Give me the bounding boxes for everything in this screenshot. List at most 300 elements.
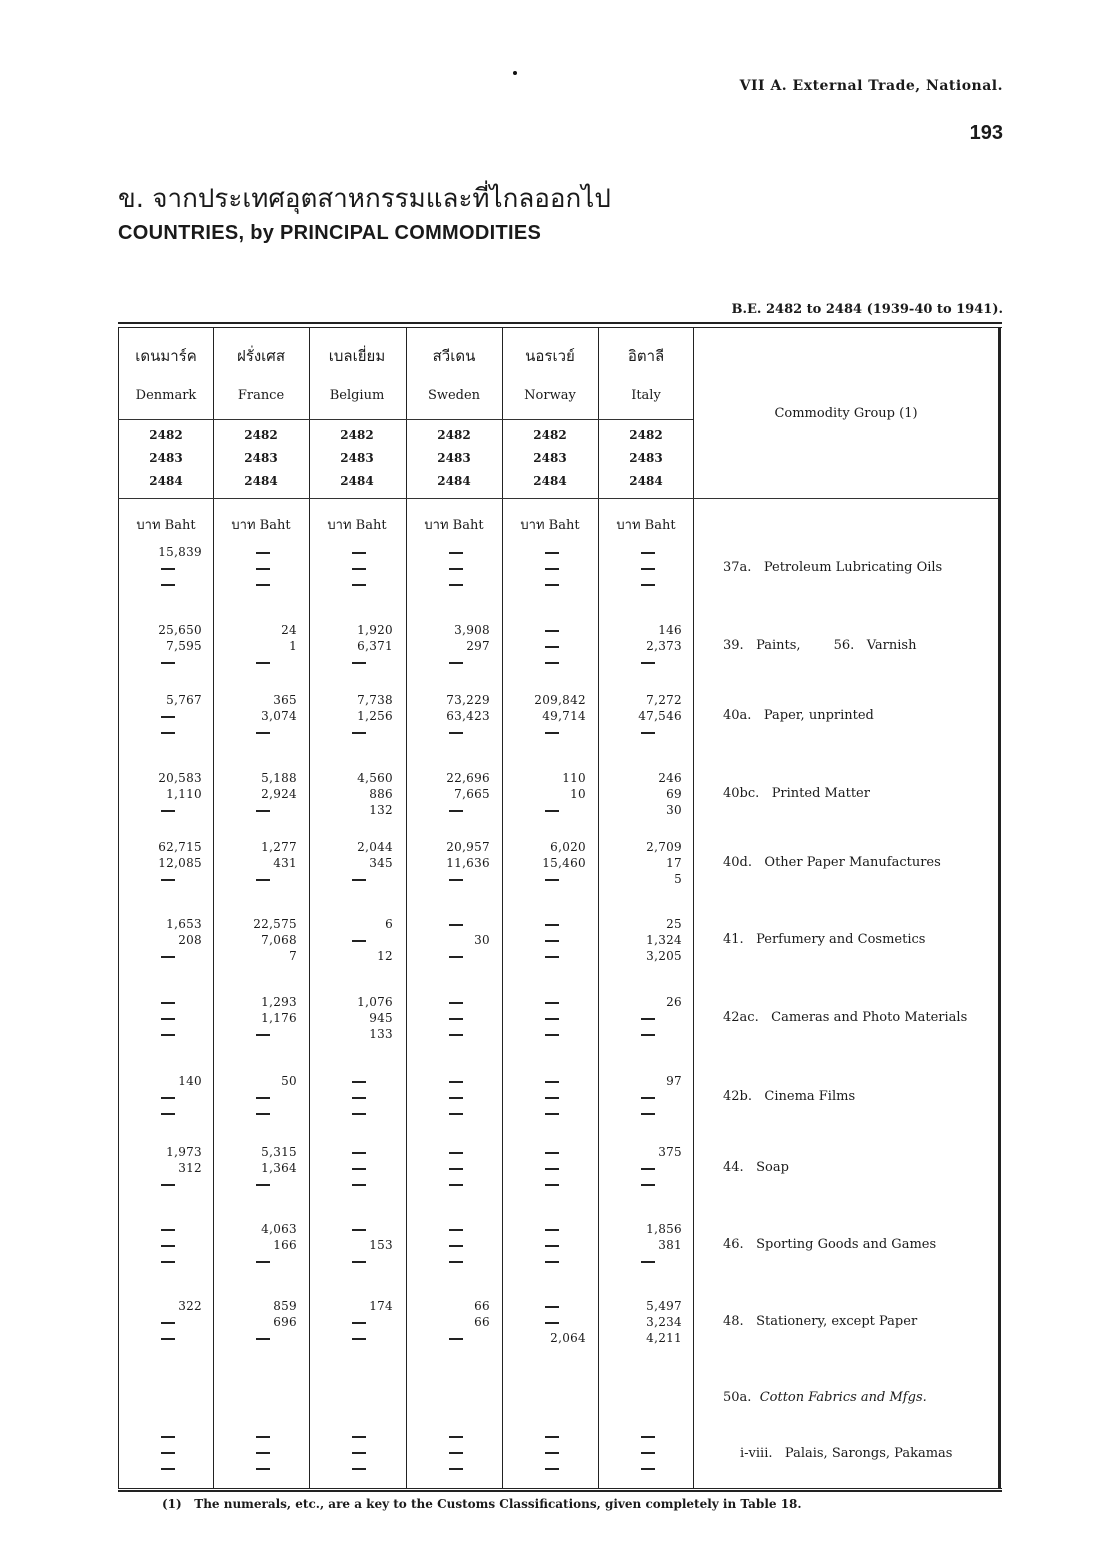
value-cell: 6: [385, 917, 393, 931]
unit-english: Baht: [448, 518, 484, 533]
commodity-table: [118, 322, 1002, 1492]
value-cell: 3,205: [646, 949, 682, 963]
unit-english: Baht: [640, 518, 676, 533]
country-column-header: [309, 322, 405, 1492]
value-cell: 1,256: [357, 709, 393, 723]
year-label: 2484: [629, 474, 663, 488]
nil-dash: [545, 1184, 559, 1186]
nil-dash: [641, 1097, 655, 1099]
unit-english: Baht: [544, 518, 580, 533]
nil-dash: [161, 1034, 175, 1036]
value-cell: 153: [369, 1238, 393, 1252]
print-speck: [513, 71, 517, 75]
value-cell: 11,636: [446, 856, 490, 870]
value-cell: 47,546: [638, 709, 682, 723]
year-label: 2482: [149, 428, 183, 442]
value-cell: 1,324: [646, 933, 682, 947]
value-cell: 66: [474, 1299, 490, 1313]
commodity-label: [723, 786, 870, 801]
nil-dash: [641, 1436, 655, 1438]
value-cell: 174: [369, 1299, 393, 1313]
value-cell: 1,277: [261, 840, 297, 854]
unit-thai: บาท: [231, 518, 256, 533]
nil-dash: [256, 552, 270, 554]
value-cell: 30: [666, 803, 682, 817]
value-cell: 431: [273, 856, 297, 870]
value-cell: 4,211: [646, 1331, 682, 1345]
value-cell: 859: [273, 1299, 297, 1313]
year-label: 2483: [437, 451, 471, 465]
nil-dash: [641, 1468, 655, 1470]
nil-dash: [352, 568, 366, 570]
commodity-name: Paints,: [756, 638, 801, 653]
value-cell: 12: [377, 949, 393, 963]
nil-dash: [352, 1229, 366, 1231]
nil-dash: [352, 1168, 366, 1170]
nil-dash: [161, 1184, 175, 1186]
nil-dash: [641, 568, 655, 570]
unit-label: [406, 514, 502, 535]
value-cell: 3,234: [646, 1315, 682, 1329]
value-cell: 1,110: [166, 787, 202, 801]
value-cell: 2,924: [261, 787, 297, 801]
value-cell: 5,315: [261, 1145, 297, 1159]
nil-dash: [352, 940, 366, 942]
nil-dash: [449, 732, 463, 734]
nil-dash: [352, 1152, 366, 1154]
nil-dash: [545, 584, 559, 586]
value-cell: 2,064: [550, 1331, 586, 1345]
nil-dash: [161, 584, 175, 586]
nil-dash: [449, 552, 463, 554]
value-cell: 66: [474, 1315, 490, 1329]
nil-dash: [545, 630, 559, 632]
nil-dash: [256, 1452, 270, 1454]
nil-dash: [545, 924, 559, 926]
nil-dash: [545, 1081, 559, 1083]
nil-dash: [545, 646, 559, 648]
nil-dash: [161, 1245, 175, 1247]
nil-dash: [641, 552, 655, 554]
nil-dash: [161, 1097, 175, 1099]
nil-dash: [449, 1261, 463, 1263]
value-cell: 312: [178, 1161, 202, 1175]
country-english-name: Belgium: [329, 388, 385, 403]
value-cell: 365: [273, 693, 297, 707]
unit-label: [309, 514, 405, 535]
value-cell: 140: [178, 1074, 202, 1088]
year-label: 2484: [244, 474, 278, 488]
nil-dash: [545, 1002, 559, 1004]
commodity-code: i-viii.: [740, 1446, 773, 1461]
nil-dash: [449, 1452, 463, 1454]
nil-dash: [545, 1245, 559, 1247]
nil-dash: [256, 1338, 270, 1340]
nil-dash: [352, 584, 366, 586]
nil-dash: [352, 1097, 366, 1099]
commodity-header: Commodity Group (1): [774, 406, 918, 421]
year-label: 2484: [340, 474, 374, 488]
commodity-label: [723, 932, 925, 947]
value-cell: 208: [178, 933, 202, 947]
country-column-header: [502, 322, 598, 1492]
year-label: 2482: [437, 428, 471, 442]
commodity-name: Soap: [756, 1160, 789, 1175]
commodity-name: Perfumery and Cosmetics: [756, 932, 926, 947]
nil-dash: [352, 552, 366, 554]
nil-dash: [352, 662, 366, 664]
commodity-label: [723, 1160, 789, 1175]
nil-dash: [641, 1452, 655, 1454]
nil-dash: [161, 662, 175, 664]
table-right-border: [998, 327, 1001, 1489]
nil-dash: [161, 1468, 175, 1470]
value-cell: 49,714: [542, 709, 586, 723]
commodity-name: Cinema Films: [764, 1089, 856, 1104]
nil-dash: [256, 1468, 270, 1470]
thai-title: ข. จากประเทศอุตสาหกรรมและที่ไกลออกไป: [118, 184, 611, 214]
nil-dash: [545, 1113, 559, 1115]
value-cell: 1,653: [166, 917, 202, 931]
nil-dash: [256, 810, 270, 812]
nil-dash: [161, 1338, 175, 1340]
value-cell: 69: [666, 787, 682, 801]
value-cell: 246: [658, 771, 682, 785]
value-cell: 5,767: [166, 693, 202, 707]
nil-dash: [449, 1229, 463, 1231]
year-label: 2483: [244, 451, 278, 465]
nil-dash: [352, 879, 366, 881]
value-cell: 24: [281, 623, 297, 637]
nil-dash: [256, 568, 270, 570]
unit-english: Baht: [255, 518, 291, 533]
nil-dash: [449, 1113, 463, 1115]
nil-dash: [641, 1168, 655, 1170]
value-cell: 5,497: [646, 1299, 682, 1313]
commodity-name: Palais, Sarongs, Pakamas: [784, 1446, 953, 1461]
value-cell: 110: [562, 771, 586, 785]
nil-dash: [545, 810, 559, 812]
year-label: 2482: [340, 428, 374, 442]
value-cell: 132: [369, 803, 393, 817]
value-cell: 7,272: [646, 693, 682, 707]
nil-dash: [449, 1168, 463, 1170]
year-label: 2482: [629, 428, 663, 442]
nil-dash: [256, 1113, 270, 1115]
nil-dash: [545, 1261, 559, 1263]
country-english-name: Denmark: [135, 388, 197, 403]
value-cell: 15,839: [158, 545, 202, 559]
commodity-label: [723, 708, 874, 723]
value-cell: 63,423: [446, 709, 490, 723]
value-cell: 7: [289, 949, 297, 963]
value-cell: 7,068: [261, 933, 297, 947]
nil-dash: [161, 1002, 175, 1004]
value-cell: 1: [289, 639, 297, 653]
year-label: 2483: [340, 451, 374, 465]
value-cell: 7,595: [166, 639, 202, 653]
commodity-code: 40d.: [723, 855, 752, 870]
nil-dash: [545, 662, 559, 664]
nil-dash: [545, 1452, 559, 1454]
commodity-code: 48.: [723, 1314, 744, 1329]
commodity-label: [723, 1314, 917, 1329]
commodity-code: 44.: [723, 1160, 744, 1175]
value-cell: 1,856: [646, 1222, 682, 1236]
value-cell: 696: [273, 1315, 297, 1329]
value-cell: 4,063: [261, 1222, 297, 1236]
unit-thai: บาท: [520, 518, 545, 533]
nil-dash: [641, 1018, 655, 1020]
nil-dash: [545, 1152, 559, 1154]
commodity-name: Other Paper Manufactures: [764, 855, 941, 870]
unit-thai: บาท: [424, 518, 449, 533]
commodity-name: Varnish: [866, 638, 917, 653]
commodity-name: Cameras and Photo Materials: [771, 1010, 968, 1025]
value-cell: 381: [658, 1238, 682, 1252]
nil-dash: [352, 1322, 366, 1324]
nil-dash: [256, 879, 270, 881]
nil-dash: [161, 716, 175, 718]
country-english-name: Italy: [631, 388, 661, 403]
nil-dash: [256, 1034, 270, 1036]
value-cell: 5: [674, 872, 682, 886]
value-cell: 3,908: [454, 623, 490, 637]
nil-dash: [641, 1261, 655, 1263]
nil-dash: [545, 1436, 559, 1438]
value-cell: 3,074: [261, 709, 297, 723]
nil-dash: [449, 1436, 463, 1438]
nil-dash: [449, 662, 463, 664]
country-english-name: Norway: [524, 388, 576, 403]
nil-dash: [352, 732, 366, 734]
value-cell: 7,665: [454, 787, 490, 801]
commodity-name: Printed Matter: [771, 786, 870, 801]
value-cell: 322: [178, 1299, 202, 1313]
year-label: 2483: [629, 451, 663, 465]
country-thai-name: ฝรั่งเศส: [237, 347, 285, 365]
value-cell: 2,373: [646, 639, 682, 653]
nil-dash: [161, 956, 175, 958]
page-number: 193: [969, 122, 1003, 144]
nil-dash: [545, 940, 559, 942]
value-cell: 20,957: [446, 840, 490, 854]
nil-dash: [449, 584, 463, 586]
country-english-name: Sweden: [427, 388, 481, 403]
value-cell: 297: [466, 639, 490, 653]
commodity-code: 56.: [833, 638, 855, 653]
nil-dash: [641, 584, 655, 586]
value-cell: 1,176: [261, 1011, 297, 1025]
nil-dash: [352, 1113, 366, 1115]
value-cell: 6,371: [357, 639, 393, 653]
nil-dash: [161, 568, 175, 570]
nil-dash: [545, 1229, 559, 1231]
nil-dash: [352, 1338, 366, 1340]
nil-dash: [641, 662, 655, 664]
nil-dash: [449, 568, 463, 570]
commodity-code: 46.: [723, 1237, 744, 1252]
nil-dash: [545, 568, 559, 570]
commodity-label: [740, 1446, 952, 1461]
value-cell: 17: [666, 856, 682, 870]
section-header: VII A. External Trade, National.: [739, 78, 1003, 94]
value-cell: 62,715: [158, 840, 202, 854]
value-cell: 5,188: [261, 771, 297, 785]
commodity-code: 42ac.: [723, 1010, 759, 1025]
nil-dash: [256, 662, 270, 664]
unit-thai: บาท: [327, 518, 352, 533]
nil-dash: [449, 1002, 463, 1004]
value-cell: 15,460: [542, 856, 586, 870]
nil-dash: [449, 1338, 463, 1340]
commodity-name: Paper, unprinted: [763, 708, 874, 723]
value-cell: 22,575: [253, 917, 297, 931]
nil-dash: [449, 879, 463, 881]
value-cell: 4,560: [357, 771, 393, 785]
nil-dash: [352, 1184, 366, 1186]
nil-dash: [449, 924, 463, 926]
value-cell: 146: [658, 623, 682, 637]
nil-dash: [641, 1113, 655, 1115]
value-cell: 1,076: [357, 995, 393, 1009]
commodity-label: [723, 638, 916, 653]
unit-label: [598, 514, 694, 535]
nil-dash: [256, 1436, 270, 1438]
country-thai-name: อิตาลี: [627, 347, 665, 365]
value-cell: 1,293: [261, 995, 297, 1009]
value-cell: 345: [369, 856, 393, 870]
nil-dash: [161, 732, 175, 734]
country-thai-name: เดนมาร์ค: [135, 347, 197, 365]
nil-dash: [161, 1018, 175, 1020]
value-cell: 1,364: [261, 1161, 297, 1175]
value-cell: 26: [666, 995, 682, 1009]
nil-dash: [449, 810, 463, 812]
commodity-group-heading: [723, 1390, 927, 1405]
nil-dash: [352, 1468, 366, 1470]
value-cell: 25,650: [158, 623, 202, 637]
value-cell: 133: [369, 1027, 393, 1041]
commodity-name: Sporting Goods and Games: [756, 1237, 937, 1252]
nil-dash: [545, 956, 559, 958]
value-cell: 209,842: [534, 693, 586, 707]
nil-dash: [256, 732, 270, 734]
nil-dash: [545, 1322, 559, 1324]
nil-dash: [449, 1184, 463, 1186]
nil-dash: [161, 1436, 175, 1438]
commodity-label: [723, 855, 941, 870]
value-cell: 7,738: [357, 693, 393, 707]
value-cell: 1,920: [357, 623, 393, 637]
year-label: 2483: [533, 451, 567, 465]
value-cell: 50: [281, 1074, 297, 1088]
commodity-code: 37a.: [723, 560, 752, 575]
commodity-label: [723, 1010, 967, 1025]
nil-dash: [449, 956, 463, 958]
commodity-name: Cotton Fabrics and Mfgs.: [759, 1390, 927, 1405]
year-label: 2484: [533, 474, 567, 488]
nil-dash: [256, 1261, 270, 1263]
commodity-code: 42b.: [723, 1089, 752, 1104]
unit-english: Baht: [160, 518, 196, 533]
nil-dash: [545, 732, 559, 734]
nil-dash: [161, 810, 175, 812]
nil-dash: [545, 1306, 559, 1308]
commodity-label: [723, 560, 942, 575]
nil-dash: [161, 1322, 175, 1324]
nil-dash: [161, 879, 175, 881]
nil-dash: [352, 1452, 366, 1454]
nil-dash: [641, 732, 655, 734]
unit-thai: บาท: [136, 518, 161, 533]
nil-dash: [449, 1468, 463, 1470]
nil-dash: [161, 1261, 175, 1263]
country-thai-name: นอรเวย์: [525, 347, 575, 365]
commodity-code: 50a.: [723, 1390, 752, 1405]
nil-dash: [545, 879, 559, 881]
year-label: 2484: [437, 474, 471, 488]
country-column-header: [118, 322, 214, 1492]
year-label: 2482: [244, 428, 278, 442]
value-cell: 886: [369, 787, 393, 801]
nil-dash: [161, 1452, 175, 1454]
commodity-code: 39.: [723, 638, 744, 653]
unit-english: Baht: [351, 518, 387, 533]
nil-dash: [449, 1018, 463, 1020]
commodity-code: 41.: [723, 932, 744, 947]
value-cell: 166: [273, 1238, 297, 1252]
nil-dash: [545, 1168, 559, 1170]
value-cell: 2,044: [357, 840, 393, 854]
unit-thai: บาท: [616, 518, 641, 533]
unit-label: [213, 514, 309, 535]
nil-dash: [545, 1034, 559, 1036]
nil-dash: [449, 1152, 463, 1154]
value-cell: 1,973: [166, 1145, 202, 1159]
year-label: 2484: [149, 474, 183, 488]
nil-dash: [545, 1097, 559, 1099]
value-cell: 6,020: [550, 840, 586, 854]
nil-dash: [352, 1436, 366, 1438]
value-cell: 30: [474, 933, 490, 947]
commodity-name: Petroleum Lubricating Oils: [763, 560, 943, 575]
country-english-name: France: [237, 388, 285, 403]
nil-dash: [161, 1113, 175, 1115]
unit-label: [502, 514, 598, 535]
commodity-code: 40bc.: [723, 786, 760, 801]
value-cell: 97: [666, 1074, 682, 1088]
nil-dash: [449, 1097, 463, 1099]
value-cell: 20,583: [158, 771, 202, 785]
year-label: 2483: [149, 451, 183, 465]
english-title: COUNTRIES, by PRINCIPAL COMMODITIES: [118, 222, 542, 244]
nil-dash: [545, 1018, 559, 1020]
country-thai-name: สวีเดน: [432, 347, 476, 365]
nil-dash: [256, 584, 270, 586]
commodity-code: 40a.: [723, 708, 752, 723]
nil-dash: [641, 1034, 655, 1036]
nil-dash: [449, 1081, 463, 1083]
nil-dash: [545, 552, 559, 554]
footnote-marker: (1): [162, 1497, 182, 1511]
unit-label: [118, 514, 214, 535]
commodity-label: [723, 1089, 855, 1104]
commodity-label: [723, 1237, 936, 1252]
year-label: 2482: [533, 428, 567, 442]
nil-dash: [256, 1097, 270, 1099]
nil-dash: [545, 1468, 559, 1470]
